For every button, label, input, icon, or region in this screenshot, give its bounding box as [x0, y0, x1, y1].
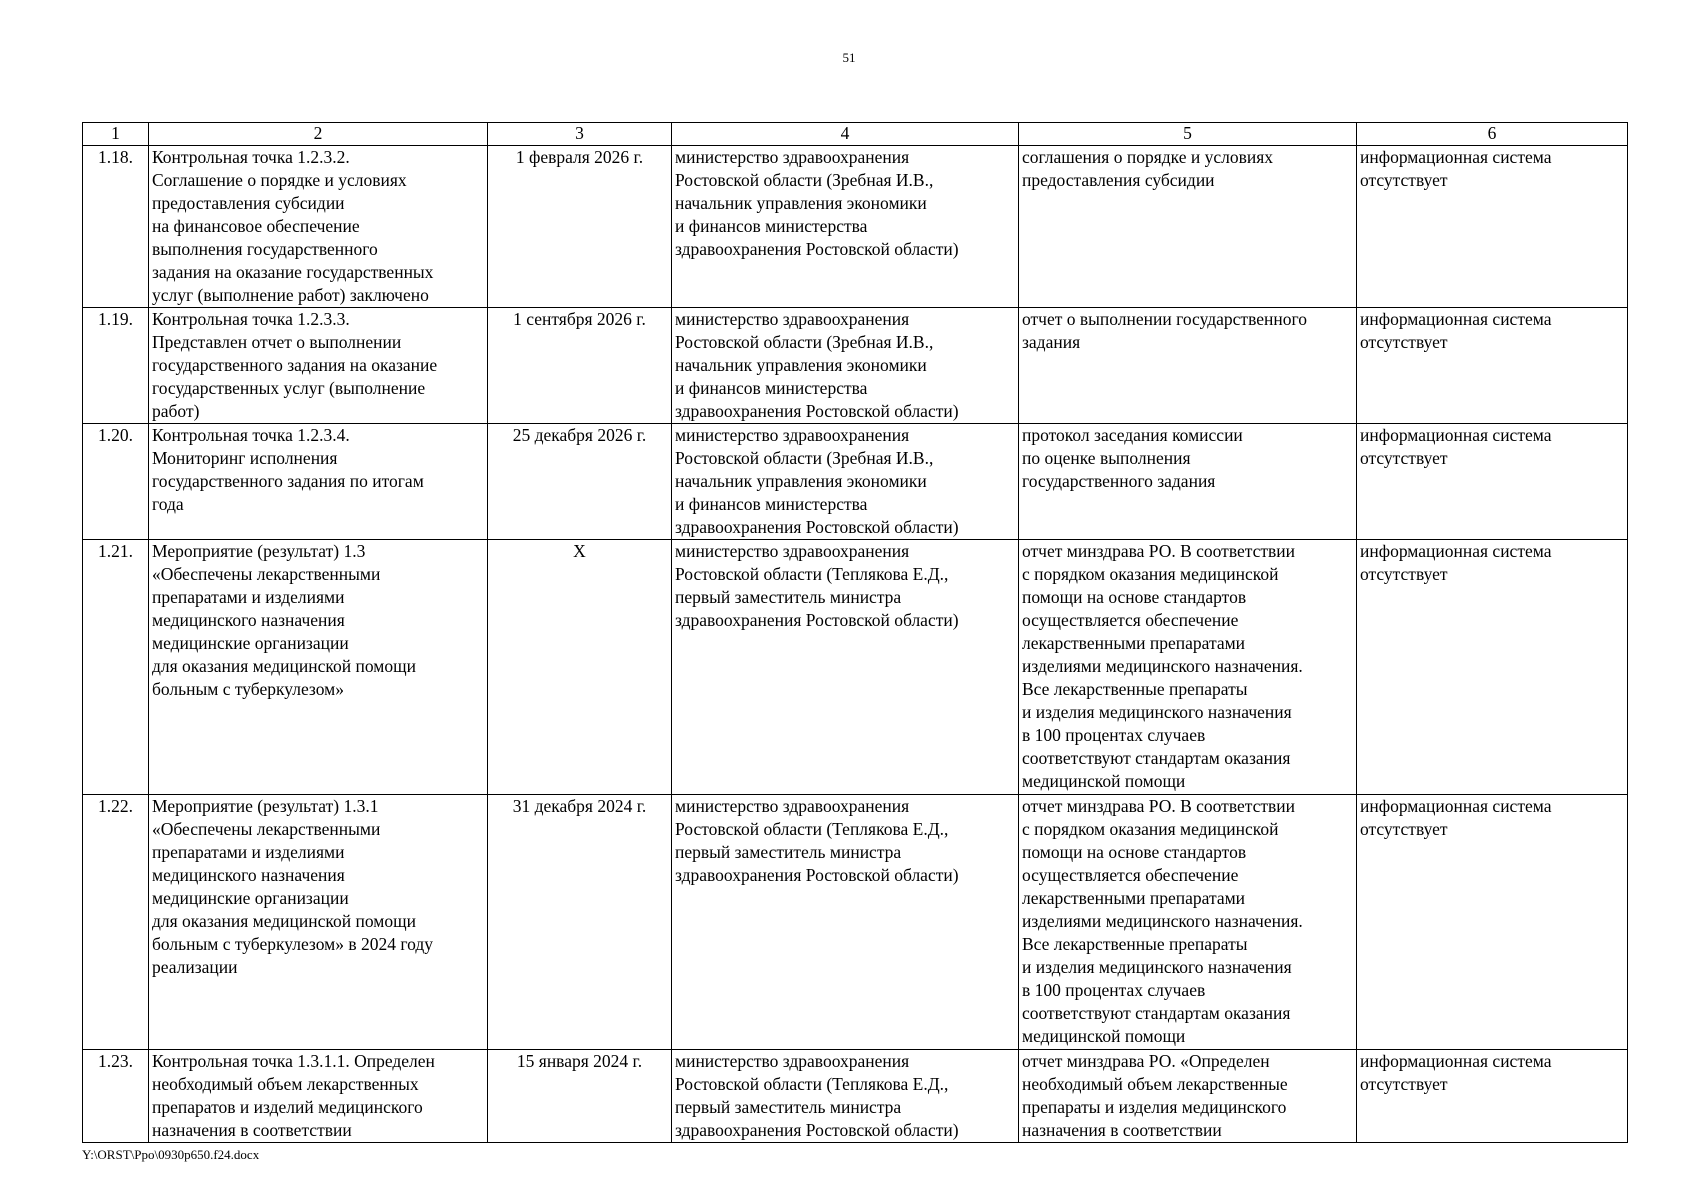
cell-text-line: предоставления субсидии — [152, 193, 345, 213]
cell-text-line: препаратов и изделий медицинского — [152, 1097, 423, 1117]
cell-text-line: информационная система — [1360, 1051, 1552, 1071]
cell-text-line: соответствуют стандартам оказания — [1022, 1003, 1291, 1023]
cell-text-line: выполнения государственного — [152, 239, 378, 259]
cell-text-line: отчет минздрава РО. В соответствии — [1022, 541, 1296, 561]
cell-responsible — [672, 1050, 1019, 1143]
header-col-1: 1 — [83, 123, 149, 146]
cell-text-line: здравоохранения Ростовской области) — [675, 517, 959, 537]
cell-deadline: 1 сентября 2026 г. — [488, 308, 672, 424]
cell-text-line: государственных услуг (выполнение — [152, 378, 426, 398]
cell-text-line: государственного задания на оказание — [152, 355, 438, 375]
table-row — [83, 1050, 1628, 1143]
cell-text-line: первый заместитель министра — [675, 1097, 902, 1117]
cell-text-line: Мониторинг исполнения — [152, 448, 338, 468]
cell-deadline: 25 декабря 2026 г. — [488, 424, 672, 540]
table-row — [83, 795, 1628, 1050]
cell-text-line: Ростовской области (Теплякова Е.Д., — [675, 1074, 949, 1094]
cell-text-line: в 100 процентах случаев — [1022, 980, 1206, 1000]
cell-event-name — [149, 540, 488, 795]
cell-number: 1.18. — [83, 146, 149, 308]
cell-text-line: лекарственными препаратами — [1022, 633, 1246, 653]
cell-text-line: Мероприятие (результат) 1.3.1 — [152, 796, 379, 816]
header-col-2: 2 — [149, 123, 488, 146]
cell-text-line: «Обеспечены лекарственными — [152, 564, 381, 584]
cell-info-system — [1357, 308, 1628, 424]
cell-text-line: задания на оказание государственных — [152, 262, 434, 282]
cell-text-line: отсутствует — [1360, 1074, 1448, 1094]
cell-document — [1019, 308, 1357, 424]
cell-text-line: препаратами и изделиями — [152, 587, 345, 607]
cell-text-line: медицинского назначения — [152, 865, 345, 885]
cell-text-line: министерство здравоохранения — [675, 1051, 910, 1071]
cell-responsible — [672, 308, 1019, 424]
cell-text-line: больным с туберкулезом» в 2024 году — [152, 934, 434, 954]
cell-text-line: по оценке выполнения — [1022, 448, 1191, 468]
cell-text-line: начальник управления экономики — [675, 193, 927, 213]
cell-text-line: и финансов министерства — [675, 216, 868, 236]
cell-event-name — [149, 795, 488, 1050]
cell-text-line: Ростовской области (Зребная И.В., — [675, 448, 934, 468]
cell-text-line: задания — [1022, 332, 1081, 352]
cell-text-line: Представлен отчет о выполнении — [152, 332, 402, 352]
cell-event-name — [149, 424, 488, 540]
cell-text-line: осуществляется обеспечение — [1022, 865, 1239, 885]
table-row — [83, 146, 1628, 308]
cell-document — [1019, 146, 1357, 308]
cell-text-line: соглашения о порядке и условиях — [1022, 147, 1274, 167]
cell-text-line: лекарственными препаратами — [1022, 888, 1246, 908]
cell-text-line: и изделия медицинского назначения — [1022, 957, 1292, 977]
cell-text-line: Ростовской области (Теплякова Е.Д., — [675, 564, 949, 584]
cell-document — [1019, 1050, 1357, 1143]
cell-text-line: здравоохранения Ростовской области) — [675, 610, 959, 630]
cell-text-line: необходимый объем лекарственные — [1022, 1074, 1288, 1094]
table-row — [83, 308, 1628, 424]
table-row — [83, 424, 1628, 540]
cell-text-line: здравоохранения Ростовской области) — [675, 239, 959, 259]
plan-table — [82, 122, 1628, 1143]
cell-number: 1.20. — [83, 424, 149, 540]
cell-text-line: медицинские организации — [152, 888, 349, 908]
cell-text-line: здравоохранения Ростовской области) — [675, 401, 959, 421]
cell-responsible — [672, 540, 1019, 795]
cell-text-line: здравоохранения Ростовской области) — [675, 865, 959, 885]
cell-text-line: соответствуют стандартам оказания — [1022, 748, 1291, 768]
cell-text-line: министерство здравоохранения — [675, 796, 910, 816]
cell-text-line: государственного задания — [1022, 471, 1216, 491]
cell-text-line: и финансов министерства — [675, 494, 868, 514]
cell-deadline: 15 января 2024 г. — [488, 1050, 672, 1143]
cell-document — [1019, 795, 1357, 1050]
cell-text-line: отчет минздрава РО. В соответствии — [1022, 796, 1296, 816]
cell-text-line: препараты и изделия медицинского — [1022, 1097, 1287, 1117]
cell-text-line: с порядком оказания медицинской — [1022, 564, 1279, 584]
page-number: 51 — [842, 50, 856, 65]
cell-text-line: медицинские организации — [152, 633, 349, 653]
cell-text-line: назначения в соответствии — [1022, 1120, 1222, 1140]
cell-text-line: отсутствует — [1360, 819, 1448, 839]
cell-event-name — [149, 1050, 488, 1143]
cell-number: 1.23. — [83, 1050, 149, 1143]
cell-text-line: «Обеспечены лекарственными — [152, 819, 381, 839]
cell-text-line: помощи на основе стандартов — [1022, 587, 1247, 607]
cell-text-line: Контрольная точка 1.2.3.4. — [152, 425, 350, 445]
cell-text-line: медицинской помощи — [1022, 771, 1186, 791]
cell-deadline: 31 декабря 2024 г. — [488, 795, 672, 1050]
cell-text-line: информационная система — [1360, 147, 1552, 167]
cell-text-line: Контрольная точка 1.2.3.3. — [152, 309, 350, 329]
cell-text-line: помощи на основе стандартов — [1022, 842, 1247, 862]
cell-text-line: информационная система — [1360, 796, 1552, 816]
header-col-4: 4 — [672, 123, 1019, 146]
cell-text-line: реализации — [152, 957, 238, 977]
cell-text-line: предоставления субсидии — [1022, 170, 1215, 190]
cell-text-line: необходимый объем лекарственных — [152, 1074, 419, 1094]
cell-text-line: для оказания медицинской помощи — [152, 656, 416, 676]
cell-text-line: министерство здравоохранения — [675, 147, 910, 167]
cell-document — [1019, 540, 1357, 795]
cell-text-line: отсутствует — [1360, 332, 1448, 352]
cell-text-line: Соглашение о порядке и условиях — [152, 170, 407, 190]
cell-text-line: Мероприятие (результат) 1.3 — [152, 541, 366, 561]
cell-info-system — [1357, 540, 1628, 795]
cell-text-line: отсутствует — [1360, 448, 1448, 468]
cell-text-line: отсутствует — [1360, 564, 1448, 584]
header-col-6: 6 — [1357, 123, 1628, 146]
header-col-5: 5 — [1019, 123, 1357, 146]
cell-deadline: Х — [488, 540, 672, 795]
cell-number: 1.19. — [83, 308, 149, 424]
cell-text-line: года — [152, 494, 184, 514]
cell-document — [1019, 424, 1357, 540]
cell-text-line: первый заместитель министра — [675, 842, 902, 862]
cell-text-line: на финансовое обеспечение — [152, 216, 360, 236]
cell-number: 1.21. — [83, 540, 149, 795]
cell-responsible — [672, 146, 1019, 308]
cell-text-line: информационная система — [1360, 541, 1552, 561]
cell-text-line: в 100 процентах случаев — [1022, 725, 1206, 745]
cell-text-line: Ростовской области (Теплякова Е.Д., — [675, 819, 949, 839]
cell-responsible — [672, 795, 1019, 1050]
cell-text-line: отчет о выполнении государственного — [1022, 309, 1307, 329]
cell-text-line: для оказания медицинской помощи — [152, 911, 416, 931]
cell-event-name — [149, 146, 488, 308]
header-row — [83, 123, 1628, 146]
cell-info-system — [1357, 1050, 1628, 1143]
cell-text-line: препаратами и изделиями — [152, 842, 345, 862]
cell-deadline: 1 февраля 2026 г. — [488, 146, 672, 308]
cell-text-line: Ростовской области (Зребная И.В., — [675, 170, 934, 190]
cell-text-line: информационная система — [1360, 309, 1552, 329]
cell-text-line: государственного задания по итогам — [152, 471, 424, 491]
cell-text-line: министерство здравоохранения — [675, 541, 910, 561]
cell-text-line: изделиями медицинского назначения. — [1022, 656, 1303, 676]
table-row — [83, 540, 1628, 795]
cell-responsible — [672, 424, 1019, 540]
cell-text-line: Все лекарственные препараты — [1022, 679, 1248, 699]
cell-text-line: Контрольная точка 1.2.3.2. — [152, 147, 350, 167]
cell-text-line: Ростовской области (Зребная И.В., — [675, 332, 934, 352]
cell-event-name — [149, 308, 488, 424]
cell-text-line: и изделия медицинского назначения — [1022, 702, 1292, 722]
cell-text-line: услуг (выполнение работ) заключено — [152, 285, 429, 305]
cell-text-line: и финансов министерства — [675, 378, 868, 398]
footer-file-path: Y:\ORST\Ppo\0930p650.f24.docx — [82, 1147, 260, 1162]
cell-text-line: информационная система — [1360, 425, 1552, 445]
cell-text-line: протокол заседания комиссии — [1022, 425, 1243, 445]
cell-text-line: изделиями медицинского назначения. — [1022, 911, 1303, 931]
cell-text-line: здравоохранения Ростовской области) — [675, 1120, 959, 1140]
cell-text-line: министерство здравоохранения — [675, 425, 910, 445]
cell-text-line: первый заместитель министра — [675, 587, 902, 607]
cell-info-system — [1357, 146, 1628, 308]
cell-text-line: начальник управления экономики — [675, 471, 927, 491]
cell-text-line: медицинской помощи — [1022, 1026, 1186, 1046]
cell-text-line: Контрольная точка 1.3.1.1. Определен — [152, 1051, 435, 1071]
cell-text-line: назначения в соответствии — [152, 1120, 352, 1140]
cell-text-line: больным с туберкулезом» — [152, 679, 344, 699]
cell-text-line: осуществляется обеспечение — [1022, 610, 1239, 630]
cell-info-system — [1357, 795, 1628, 1050]
header-col-3: 3 — [488, 123, 672, 146]
cell-text-line: медицинского назначения — [152, 610, 345, 630]
cell-text-line: начальник управления экономики — [675, 355, 927, 375]
table-body — [83, 146, 1628, 1143]
cell-text-line: министерство здравоохранения — [675, 309, 910, 329]
cell-text-line: Все лекарственные препараты — [1022, 934, 1248, 954]
cell-text-line: с порядком оказания медицинской — [1022, 819, 1279, 839]
cell-text-line: отчет минздрава РО. «Определен — [1022, 1051, 1270, 1071]
cell-text-line: работ) — [152, 401, 200, 421]
cell-number: 1.22. — [83, 795, 149, 1050]
cell-info-system — [1357, 424, 1628, 540]
cell-text-line: отсутствует — [1360, 170, 1448, 190]
